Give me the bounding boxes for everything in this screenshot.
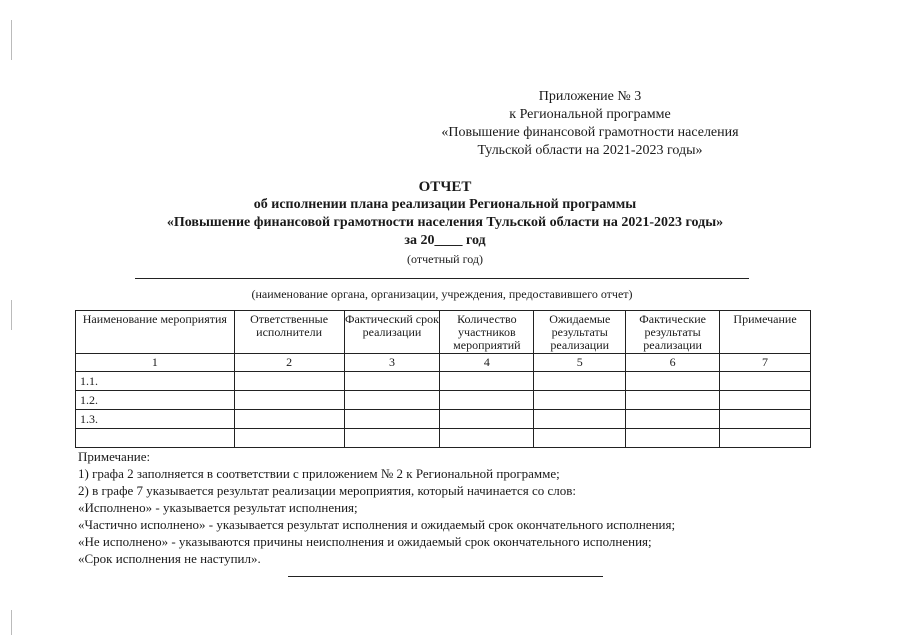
table-cell: 1.1. — [76, 372, 235, 391]
column-header: Количество участников мероприятий — [440, 311, 534, 354]
scan-edge-mark — [11, 610, 12, 635]
table-cell — [440, 391, 534, 410]
table-cell — [234, 429, 344, 448]
table-cell — [344, 372, 440, 391]
table-cell — [626, 429, 720, 448]
table-cell — [534, 391, 626, 410]
column-header: Ответственные исполнители — [234, 311, 344, 354]
scan-edge-mark — [11, 300, 12, 330]
table-cell — [720, 391, 811, 410]
table-cell — [344, 391, 440, 410]
table-cell — [626, 391, 720, 410]
report-program-name: «Повышение финансовой грамотности населения Тульской области на 2021-2023 годы» — [166, 215, 724, 230]
table-cell — [626, 372, 720, 391]
column-header: Наименование мероприятия — [76, 311, 235, 354]
appendix-program-region: Тульской области на 2021-2023 годы» — [477, 143, 703, 158]
column-header: Фактические результаты реализации — [626, 311, 720, 354]
table-cell — [234, 410, 344, 429]
report-year-line: за 20____ год — [404, 233, 486, 248]
table-cell — [720, 429, 811, 448]
table-header-row — [76, 311, 811, 354]
report-heading — [120, 178, 770, 268]
table-cell — [440, 372, 534, 391]
table-row — [76, 391, 811, 410]
organization-fill-line — [135, 278, 749, 279]
table-row — [76, 410, 811, 429]
table-cell — [234, 372, 344, 391]
column-number: 1 — [76, 354, 235, 372]
column-number: 5 — [534, 354, 626, 372]
column-number: 7 — [720, 354, 811, 372]
table-cell — [720, 372, 811, 391]
note-item: 2) в графе 7 указывается результат реализации мероприятия, который начинается со слов: — [78, 483, 577, 498]
column-header: Примечание — [720, 311, 811, 354]
appendix-number: Приложение № 3 — [538, 89, 642, 104]
table-cell — [720, 410, 811, 429]
report-table — [75, 310, 811, 448]
table-cell — [234, 391, 344, 410]
report-subtitle: об исполнении плана реализации Региональной программы — [253, 197, 637, 212]
note-item: «Срок исполнения не наступил». — [78, 551, 261, 566]
table-cell — [440, 410, 534, 429]
notes-heading: Примечание: — [78, 449, 151, 464]
note-item: «Исполнено» - указывается результат исполнения; — [78, 500, 358, 515]
report-title: ОТЧЕТ — [418, 179, 472, 195]
note-item: 1) графа 2 заполняется в соответствии с приложением № 2 к Региональной программе; — [78, 466, 560, 481]
table-cell — [534, 429, 626, 448]
table-row — [76, 429, 811, 448]
column-header: Ожидаемые результаты реализации — [534, 311, 626, 354]
table-cell — [534, 410, 626, 429]
table-cell: 1.2. — [76, 391, 235, 410]
report-year-caption: (отчетный год) — [407, 252, 483, 266]
table-cell — [344, 410, 440, 429]
appendix-program-name: «Повышение финансовой грамотности населения — [441, 125, 739, 140]
note-item: «Частично исполнено» - указывается результат исполнения и ожидаемый срок окончательного исполнения; — [78, 517, 676, 532]
column-number: 4 — [440, 354, 534, 372]
notes-block — [78, 448, 858, 567]
table-cell: 1.3. — [76, 410, 235, 429]
column-header: Фактический срок реализации — [344, 311, 440, 354]
column-number: 2 — [234, 354, 344, 372]
table-cell — [534, 372, 626, 391]
column-number: 3 — [344, 354, 440, 372]
column-number-row — [76, 354, 811, 372]
scan-edge-mark — [11, 20, 12, 60]
appendix-block — [420, 88, 760, 160]
organization-caption: (наименование органа, организации, учреждения, предоставившего отчет) — [251, 287, 633, 301]
table-cell — [440, 429, 534, 448]
column-number: 6 — [626, 354, 720, 372]
appendix-reference: к Региональной программе — [509, 107, 671, 122]
table-cell — [76, 429, 235, 448]
table-row — [76, 372, 811, 391]
closing-divider — [288, 576, 603, 577]
table-cell — [626, 410, 720, 429]
table-cell — [344, 429, 440, 448]
note-item: «Не исполнено» - указываются причины неисполнения и ожидаемый срок окончательного исполнения; — [78, 534, 652, 549]
